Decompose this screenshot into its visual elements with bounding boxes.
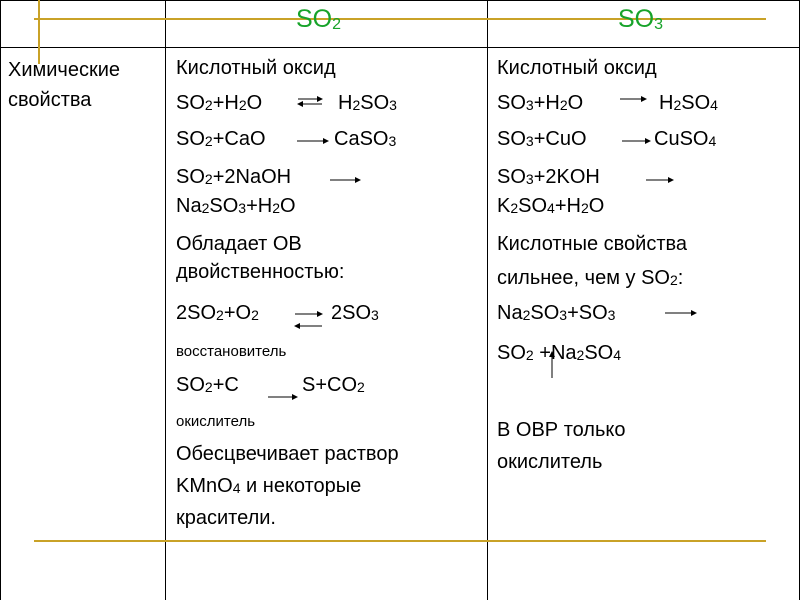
- so2-reaction-oxygen-product: $2SO_3$: [331, 302, 379, 324]
- so3-reaction-water-product: $H_2SO_4$: [659, 92, 718, 114]
- so2-arrow-oxygen: [295, 314, 322, 326]
- so3-redox-text-2: окислитель: [497, 451, 603, 473]
- so2-line-acid-oxide: Кислотный оксид: [176, 57, 336, 79]
- so3-acid-text-1: Кислотные свойства: [497, 233, 688, 255]
- so2-reaction-naoh-product: $Na_2SO_3+H_2O$: [176, 195, 296, 217]
- so2-decolor-text-3: красители.: [176, 507, 276, 529]
- so3-line-acid-oxide: Кислотный оксид: [497, 57, 657, 79]
- header-so3: $SO_3$: [618, 5, 664, 33]
- so2-reaction-water-product: $H_2SO_3$: [338, 92, 397, 114]
- so3-reaction-water: $SO_3+H_2O$: [497, 92, 584, 114]
- so2-arrow-water: [298, 99, 322, 104]
- so2-reaction-carbon: $SO_2+C$: [176, 374, 239, 396]
- table-left-border: [0, 0, 1, 600]
- so3-reaction-cuo: $SO_3+CuO$: [497, 128, 587, 150]
- so2-label-reducer: восстановитель: [176, 343, 287, 360]
- header-so2: $SO_2$: [296, 5, 342, 33]
- so3-reaction-cuo-product: CuSO$_4$: [654, 128, 717, 150]
- column-divider-2: [487, 0, 488, 600]
- column-divider-1: [165, 0, 166, 600]
- decor-line-bottom: [34, 540, 766, 542]
- so2-label-oxidizer: окислитель: [176, 413, 256, 430]
- so2-redox-text-1: Обладает ОВ: [176, 233, 302, 255]
- table-top-border: [0, 0, 800, 1]
- so3-reaction-koh-product: $K_2SO_4+H_2O$: [497, 195, 605, 217]
- header-row-border: [0, 47, 800, 48]
- so2-decolor-text-1: Обесцвечивает раствор: [176, 443, 399, 465]
- row-label: Химические свойства: [8, 59, 121, 111]
- so2-reaction-naoh: $SO_2+2NaOH$: [176, 166, 292, 188]
- so2-decolor-text-2: KMnO$_4$ и некоторые: [176, 475, 362, 497]
- so2-reaction-carbon-product: $S+CO_2$: [302, 374, 365, 396]
- so3-redox-text-1: В ОВР только: [497, 419, 626, 441]
- so2-redox-text-2: двойственностью:: [176, 261, 345, 283]
- so3-reaction-sulfite: $Na_2SO_3+SO_3$: [497, 302, 616, 324]
- so3-acid-text-2: сильнее, чем у $SO_2$:: [497, 267, 684, 289]
- so2-reaction-cao-product: CaSO$_3$: [334, 128, 397, 150]
- so3-reaction-koh: $SO_3+2KOH$: [497, 166, 600, 188]
- so2-reaction-water: $SO_2+H_2O$: [176, 92, 263, 114]
- so2-reaction-cao: $SO_2+CaO$: [176, 128, 266, 150]
- so3-reaction-sulfite-product: $SO_2 +Na_2SO_4$: [497, 342, 622, 364]
- so2-reaction-oxygen: $2SO_2+O_2$: [176, 302, 259, 324]
